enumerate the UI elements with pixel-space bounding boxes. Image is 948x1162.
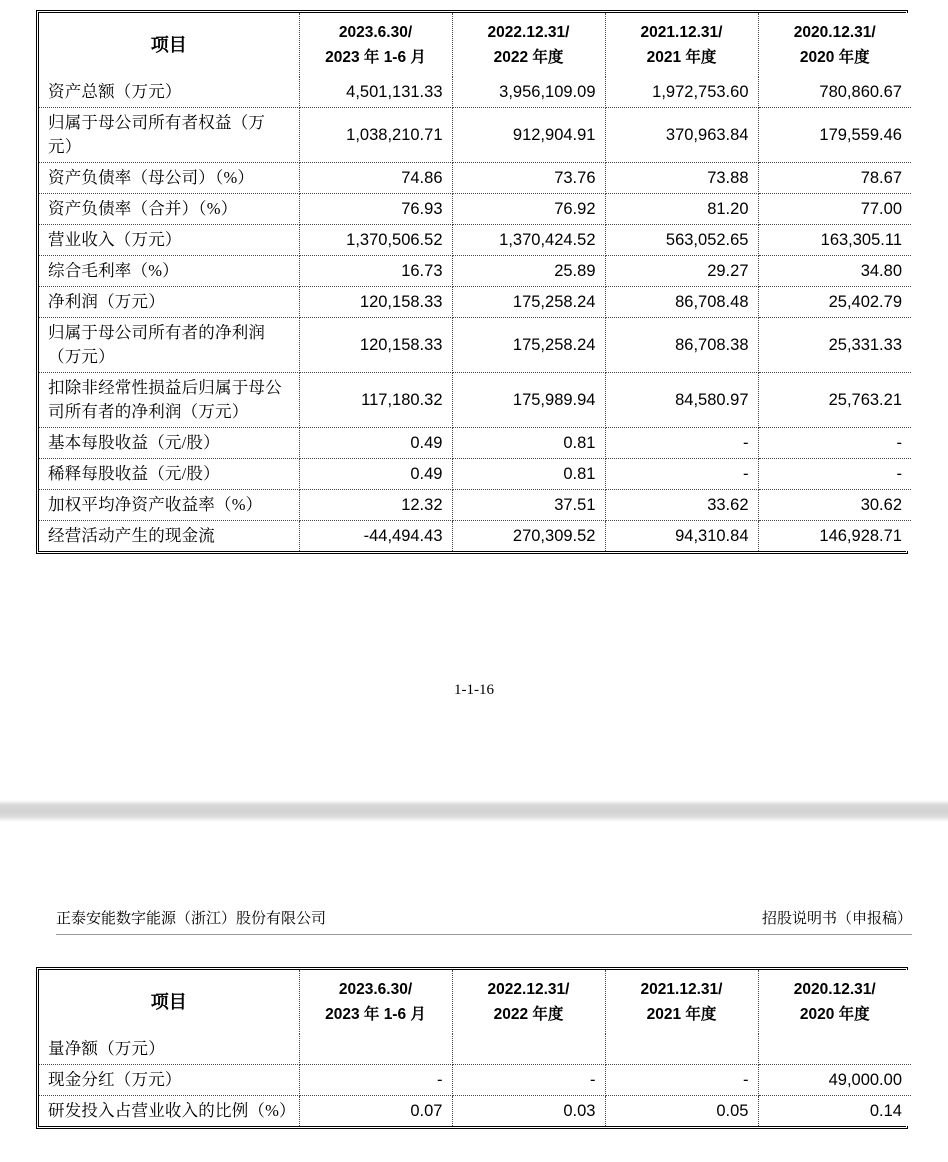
table-row bbox=[39, 1096, 911, 1127]
table-two-col-header-3 bbox=[605, 970, 758, 1034]
table-one-row-9-value-1: 0.81 bbox=[452, 428, 605, 459]
table-one-row-8-value-0: 117,180.32 bbox=[299, 373, 452, 428]
table-one-row-3-value-1: 76.92 bbox=[452, 194, 605, 225]
table-two-col-header-4-line1: 2020.12.31/ bbox=[793, 981, 876, 998]
table-two-row-2-value-1: 0.03 bbox=[452, 1096, 605, 1127]
table-two-row-1-label: 现金分红（万元） bbox=[39, 1065, 299, 1096]
table-two-header bbox=[39, 970, 911, 1034]
table-one bbox=[39, 13, 911, 551]
table-one-col-header-3 bbox=[605, 13, 758, 77]
table-one-col-header-item: 项目 bbox=[39, 13, 299, 77]
table-two-col-header-3-line1: 2021.12.31/ bbox=[640, 981, 723, 998]
table-one-row-12-label: 经营活动产生的现金流 bbox=[39, 521, 299, 552]
table-two-row-0-label: 量净额（万元） bbox=[39, 1034, 299, 1065]
table-one-row-2-value-0: 74.86 bbox=[299, 163, 452, 194]
table-row bbox=[39, 108, 911, 163]
table-row bbox=[39, 318, 911, 373]
table-one-col-header-4-line1: 2020.12.31/ bbox=[793, 24, 876, 41]
table-two-col-header-2 bbox=[452, 970, 605, 1034]
table-two-row-0-value-2 bbox=[605, 1034, 758, 1065]
table-one-row-4-label: 营业收入（万元） bbox=[39, 225, 299, 256]
table-one-row-8-label: 扣除非经常性损益后归属于母公司所有者的净利润（万元） bbox=[39, 373, 299, 428]
table-one-row-7-label: 归属于母公司所有者的净利润（万元） bbox=[39, 318, 299, 373]
table-one-row-6-value-3: 25,402.79 bbox=[758, 287, 911, 318]
table-one-col-header-3-line1: 2021.12.31/ bbox=[640, 24, 723, 41]
financial-summary-table-two bbox=[36, 967, 908, 1129]
table-one-row-7-value-2: 86,708.38 bbox=[605, 318, 758, 373]
table-header-row bbox=[39, 970, 911, 1034]
table-two-row-0-value-1 bbox=[452, 1034, 605, 1065]
table-row bbox=[39, 1065, 911, 1096]
table-row bbox=[39, 77, 911, 108]
table-one-row-8-value-2: 84,580.97 bbox=[605, 373, 758, 428]
table-one-row-1-label: 归属于母公司所有者权益（万元） bbox=[39, 108, 299, 163]
table-row bbox=[39, 373, 911, 428]
table-two-col-header-4 bbox=[758, 970, 911, 1034]
table-one-row-9-value-2: - bbox=[605, 428, 758, 459]
table-one-row-2-label: 资产负债率（母公司）（%） bbox=[39, 163, 299, 194]
table-row bbox=[39, 256, 911, 287]
table-one-row-6-label: 净利润（万元） bbox=[39, 287, 299, 318]
table-one-col-header-1-line2: 2023 年 1-6 月 bbox=[325, 49, 426, 66]
table-two-row-2-value-3: 0.14 bbox=[758, 1096, 911, 1127]
table-one-row-3-value-3: 77.00 bbox=[758, 194, 911, 225]
table-two-col-header-1 bbox=[299, 970, 452, 1034]
table-one-row-3-value-2: 81.20 bbox=[605, 194, 758, 225]
table-one-col-header-2-line1: 2022.12.31/ bbox=[487, 24, 570, 41]
table-one-body bbox=[39, 77, 911, 551]
table-one-row-9-value-3: - bbox=[758, 428, 911, 459]
table-one-row-11-value-2: 33.62 bbox=[605, 490, 758, 521]
table-one-row-1-value-0: 1,038,210.71 bbox=[299, 108, 452, 163]
table-one-row-1-value-2: 370,963.84 bbox=[605, 108, 758, 163]
table-one-row-2-value-1: 73.76 bbox=[452, 163, 605, 194]
table-one-row-12-value-1: 270,309.52 bbox=[452, 521, 605, 552]
table-two-col-header-item: 项目 bbox=[39, 970, 299, 1034]
table-row bbox=[39, 521, 911, 552]
table-two-col-header-4-line2: 2020 年度 bbox=[799, 1006, 870, 1023]
table-two-col-header-2-line1: 2022.12.31/ bbox=[487, 981, 570, 998]
table-one-row-5-label: 综合毛利率（%） bbox=[39, 256, 299, 287]
table-two-row-1-value-2: - bbox=[605, 1065, 758, 1096]
running-header bbox=[56, 908, 912, 935]
table-two-row-2-label: 研发投入占营业收入的比例（%） bbox=[39, 1096, 299, 1127]
table-one-row-10-value-3: - bbox=[758, 459, 911, 490]
table-row bbox=[39, 287, 911, 318]
table-one-row-11-value-1: 37.51 bbox=[452, 490, 605, 521]
table-row bbox=[39, 163, 911, 194]
table-two-col-header-1-line1: 2023.6.30/ bbox=[338, 981, 413, 998]
table-one-col-header-1-line1: 2023.6.30/ bbox=[338, 24, 413, 41]
table-row bbox=[39, 428, 911, 459]
running-header-doctype: 招股说明书（申报稿） bbox=[761, 911, 912, 927]
table-one-row-4-value-3: 163,305.11 bbox=[758, 225, 911, 256]
table-one-row-3-label: 资产负债率（合并）（%） bbox=[39, 194, 299, 225]
table-one-col-header-3-line2: 2021 年度 bbox=[646, 49, 717, 66]
table-one-row-4-value-2: 563,052.65 bbox=[605, 225, 758, 256]
table-one-row-0-value-2: 1,972,753.60 bbox=[605, 77, 758, 108]
table-one-col-header-1 bbox=[299, 13, 452, 77]
table-two-row-2-value-2: 0.05 bbox=[605, 1096, 758, 1127]
table-one-row-12-value-3: 146,928.71 bbox=[758, 521, 911, 552]
table-one-row-5-value-1: 25.89 bbox=[452, 256, 605, 287]
table-one-row-0-value-0: 4,501,131.33 bbox=[299, 77, 452, 108]
table-one-row-2-value-3: 78.67 bbox=[758, 163, 911, 194]
table-one-row-5-value-2: 29.27 bbox=[605, 256, 758, 287]
table-one-row-12-value-2: 94,310.84 bbox=[605, 521, 758, 552]
table-one-col-header-4 bbox=[758, 13, 911, 77]
table-two-col-header-1-line2: 2023 年 1-6 月 bbox=[325, 1006, 426, 1023]
table-one-row-0-label: 资产总额（万元） bbox=[39, 77, 299, 108]
table-one-row-10-value-0: 0.49 bbox=[299, 459, 452, 490]
table-two-row-0-value-3 bbox=[758, 1034, 911, 1065]
table-one-row-11-value-3: 30.62 bbox=[758, 490, 911, 521]
page-number: 1-1-16 bbox=[454, 682, 494, 698]
table-two-row-1-value-1: - bbox=[452, 1065, 605, 1096]
table-one-row-4-value-1: 1,370,424.52 bbox=[452, 225, 605, 256]
table-one-row-8-value-1: 175,989.94 bbox=[452, 373, 605, 428]
table-row bbox=[39, 459, 911, 490]
document-page-two bbox=[0, 822, 948, 1162]
financial-summary-table-one bbox=[36, 10, 908, 554]
table-one-row-6-value-1: 175,258.24 bbox=[452, 287, 605, 318]
table-one-row-11-label: 加权平均净资产收益率（%） bbox=[39, 490, 299, 521]
table-one-row-1-value-3: 179,559.46 bbox=[758, 108, 911, 163]
table-one-row-9-value-0: 0.49 bbox=[299, 428, 452, 459]
table-one-col-header-2 bbox=[452, 13, 605, 77]
table-one-row-6-value-2: 86,708.48 bbox=[605, 287, 758, 318]
table-one-row-7-value-3: 25,331.33 bbox=[758, 318, 911, 373]
table-row bbox=[39, 490, 911, 521]
table-two-body bbox=[39, 1034, 911, 1126]
table-one-row-5-value-0: 16.73 bbox=[299, 256, 452, 287]
table-row bbox=[39, 1034, 911, 1065]
table-one-row-9-label: 基本每股收益（元/股） bbox=[39, 428, 299, 459]
table-row bbox=[39, 194, 911, 225]
table-one-row-5-value-3: 34.80 bbox=[758, 256, 911, 287]
table-one-row-4-value-0: 1,370,506.52 bbox=[299, 225, 452, 256]
table-one-row-1-value-1: 912,904.91 bbox=[452, 108, 605, 163]
table-header-row bbox=[39, 13, 911, 77]
table-one-row-10-label: 稀释每股收益（元/股） bbox=[39, 459, 299, 490]
running-header-company: 正泰安能数字能源（浙江）股份有限公司 bbox=[56, 911, 327, 927]
table-one-header bbox=[39, 13, 911, 77]
table-two-col-header-2-line2: 2022 年度 bbox=[493, 1006, 564, 1023]
table-two-row-1-value-0: - bbox=[299, 1065, 452, 1096]
table-two-row-0-value-0 bbox=[299, 1034, 452, 1065]
table-row bbox=[39, 225, 911, 256]
table-two-col-header-3-line2: 2021 年度 bbox=[646, 1006, 717, 1023]
table-one-row-10-value-1: 0.81 bbox=[452, 459, 605, 490]
table-one-col-header-4-line2: 2020 年度 bbox=[799, 49, 870, 66]
table-one-row-0-value-1: 3,956,109.09 bbox=[452, 77, 605, 108]
table-one-row-11-value-0: 12.32 bbox=[299, 490, 452, 521]
page-separator-band bbox=[0, 800, 948, 822]
table-two bbox=[39, 970, 911, 1126]
table-two-row-2-value-0: 0.07 bbox=[299, 1096, 452, 1127]
table-one-row-8-value-3: 25,763.21 bbox=[758, 373, 911, 428]
table-one-row-7-value-1: 175,258.24 bbox=[452, 318, 605, 373]
table-two-row-1-value-3: 49,000.00 bbox=[758, 1065, 911, 1096]
table-one-row-6-value-0: 120,158.33 bbox=[299, 287, 452, 318]
table-one-row-12-value-0: -44,494.43 bbox=[299, 521, 452, 552]
table-one-row-3-value-0: 76.93 bbox=[299, 194, 452, 225]
table-one-col-header-2-line2: 2022 年度 bbox=[493, 49, 564, 66]
table-one-row-10-value-2: - bbox=[605, 459, 758, 490]
table-one-row-2-value-2: 73.88 bbox=[605, 163, 758, 194]
table-one-row-0-value-3: 780,860.67 bbox=[758, 77, 911, 108]
table-one-row-7-value-0: 120,158.33 bbox=[299, 318, 452, 373]
